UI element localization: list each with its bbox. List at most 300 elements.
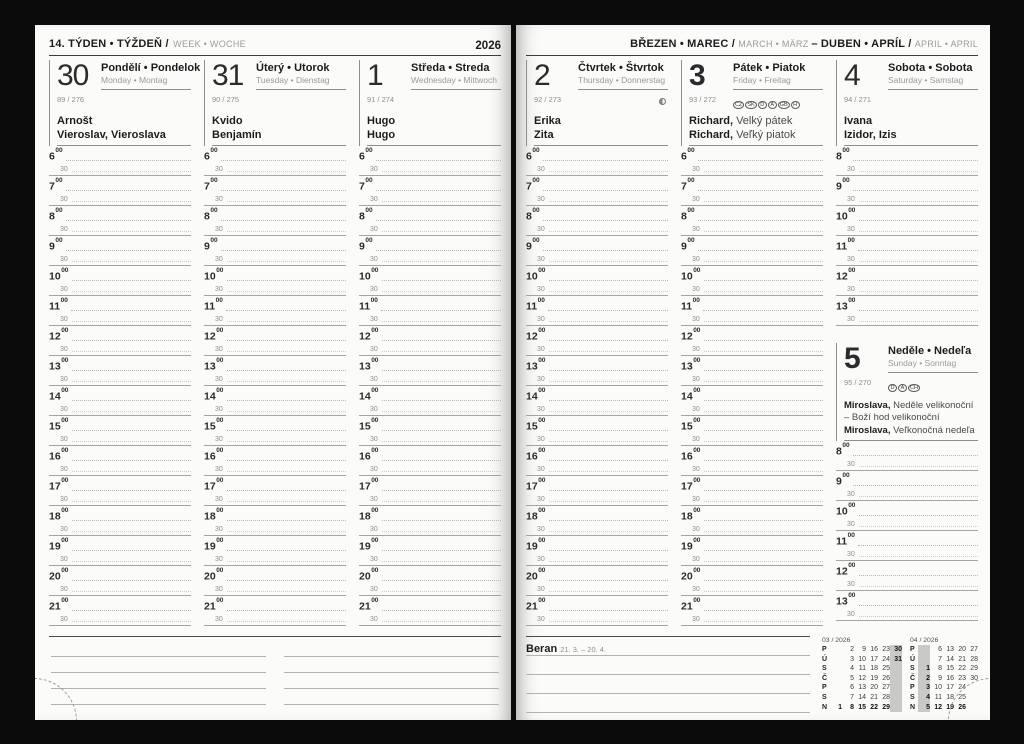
half-hour-line <box>382 591 501 592</box>
half-hour-line <box>227 621 346 622</box>
hour-line <box>549 460 668 461</box>
half-hour-line <box>704 561 823 562</box>
half-hour-line <box>859 556 978 557</box>
half-hour-line <box>72 231 191 232</box>
half-hour-label: 30 <box>847 166 855 173</box>
half-hour-label: 30 <box>60 256 68 263</box>
mini-calendar-row <box>822 683 902 693</box>
hour-label: $12^{00}$ <box>681 326 701 343</box>
half-hour-label: 30 <box>60 226 68 233</box>
right-page-header <box>526 33 978 52</box>
half-hour-label: 30 <box>692 616 700 623</box>
mini-calendar-cell: 17 <box>946 684 954 692</box>
mini-calendar-cell: 4 <box>850 665 854 673</box>
half-hour-line <box>859 496 978 497</box>
half-hour-line <box>859 171 978 172</box>
half-hour-label: 30 <box>847 316 855 323</box>
half-hour-line <box>227 201 346 202</box>
day-name-en-de: Monday • Montag <box>101 75 168 85</box>
half-hour-label: 30 <box>215 256 223 263</box>
hour-label: $20^{00}$ <box>204 566 224 583</box>
hour-slot <box>204 536 346 566</box>
hour-label: $18^{00}$ <box>526 506 546 523</box>
half-hour-label: 30 <box>60 436 68 443</box>
half-hour-line <box>704 351 823 352</box>
day-column <box>526 60 668 626</box>
half-hour-line <box>549 231 668 232</box>
hour-line <box>543 190 668 191</box>
half-hour-label: 30 <box>692 166 700 173</box>
hour-line <box>227 370 346 371</box>
hour-label: $21^{00}$ <box>359 596 379 613</box>
mini-calendar-cell: 14 <box>946 655 954 663</box>
half-hour-line <box>382 621 501 622</box>
half-hour-line <box>72 471 191 472</box>
mini-calendar-cell: 12 <box>858 674 866 682</box>
half-hour-line <box>382 471 501 472</box>
hour-line <box>71 310 191 311</box>
hour-slot <box>49 596 191 626</box>
hour-line <box>382 460 501 461</box>
half-hour-label: 30 <box>60 616 68 623</box>
hour-slot <box>204 266 346 296</box>
day-header <box>359 60 501 146</box>
day-name-en-de: Tuesday • Dienstag <box>256 75 330 85</box>
hour-label: $12^{00}$ <box>359 326 379 343</box>
country-oval-icon: GB <box>779 102 788 108</box>
mini-calendar-cell: 3 <box>918 683 930 693</box>
half-hour-line <box>382 261 501 262</box>
mini-calendar-title: 03 / 2026 <box>822 637 851 644</box>
hour-slot <box>359 356 501 386</box>
mini-calendar-cell: 3 <box>850 655 854 663</box>
notes-column <box>284 641 499 705</box>
half-hour-label: 30 <box>692 196 700 203</box>
hour-line <box>382 430 501 431</box>
mini-calendar-day-letter: P <box>822 684 827 692</box>
day-name-cz-sk: Čtvrtek • Štvrtok <box>578 62 664 74</box>
hour-label: $19^{00}$ <box>526 536 546 553</box>
hour-slot <box>526 506 668 536</box>
hour-label: $19^{00}$ <box>359 536 379 553</box>
hour-line <box>382 370 501 371</box>
half-hour-label: 30 <box>537 286 545 293</box>
hour-label: $9^{00}$ <box>49 236 63 253</box>
half-hour-line <box>859 321 978 322</box>
half-hour-label: 30 <box>537 316 545 323</box>
hour-slot <box>526 536 668 566</box>
hour-line <box>72 550 191 551</box>
half-hour-line <box>859 526 978 527</box>
note-line <box>51 673 266 689</box>
day-column <box>204 60 346 626</box>
hour-slot <box>526 206 668 236</box>
half-hour-line <box>549 531 668 532</box>
hour-line <box>853 190 978 191</box>
note-line <box>51 641 266 657</box>
half-hour-line <box>72 621 191 622</box>
hour-label: $12^{00}$ <box>526 326 546 343</box>
note-line <box>284 673 499 689</box>
half-hour-line <box>382 381 501 382</box>
hour-line <box>704 580 823 581</box>
mini-calendar-cell: 2 <box>918 674 930 684</box>
half-hour-line <box>227 261 346 262</box>
mini-calendar-day-letter: Č <box>822 674 828 682</box>
hour-slot <box>681 446 823 476</box>
mini-calendar-cell: 28 <box>882 693 890 701</box>
half-hour-line <box>704 411 823 412</box>
hour-label: $13^{00}$ <box>49 356 69 373</box>
hour-label: $11^{00}$ <box>836 531 855 548</box>
sunday-block <box>836 343 978 441</box>
right-bottom-area <box>526 636 978 713</box>
half-hour-line <box>72 591 191 592</box>
name-day <box>844 114 978 145</box>
hour-label: $18^{00}$ <box>49 506 69 523</box>
hour-slot <box>526 176 668 206</box>
mini-calendar-day-letter: Ú <box>910 655 916 663</box>
half-hour-label: 30 <box>692 496 700 503</box>
half-hour-line <box>227 471 346 472</box>
hour-slot <box>681 566 823 596</box>
half-hour-line <box>704 261 823 262</box>
mini-calendar-cell: 7 <box>850 693 854 701</box>
half-hour-line <box>549 621 668 622</box>
mini-calendar-row <box>910 674 978 684</box>
name-day-line: Richard, Veľký piatok <box>689 128 796 141</box>
hour-line <box>376 220 501 221</box>
hour-slot <box>836 176 978 206</box>
hour-slot <box>836 561 978 591</box>
hour-label: $20^{00}$ <box>526 566 546 583</box>
day-name-cz-sk: Neděle • Nedeľa <box>888 345 972 357</box>
mini-calendar-cell: 10 <box>934 684 942 692</box>
half-hour-line <box>227 441 346 442</box>
half-hour-line <box>382 561 501 562</box>
hour-slot <box>204 206 346 236</box>
name-day <box>212 114 346 145</box>
mini-calendar-cell: 21 <box>958 655 966 663</box>
hour-slot <box>526 416 668 446</box>
hour-slot <box>681 236 823 266</box>
hour-slot <box>526 446 668 476</box>
hour-line <box>66 160 191 161</box>
half-hour-label: 30 <box>537 256 545 263</box>
hour-slot <box>49 476 191 506</box>
mini-calendar-cell: 2 <box>850 646 854 653</box>
half-hour-line <box>227 381 346 382</box>
hour-label: $19^{00}$ <box>204 536 224 553</box>
hour-slot <box>49 176 191 206</box>
hour-line <box>549 400 668 401</box>
mini-calendar-row <box>822 703 902 713</box>
half-hour-label: 30 <box>60 346 68 353</box>
hour-label: $7^{00}$ <box>359 176 373 193</box>
half-hour-label: 30 <box>60 406 68 413</box>
hour-line <box>221 250 346 251</box>
hour-line <box>859 280 978 281</box>
half-hour-label: 30 <box>370 286 378 293</box>
half-hour-line <box>382 321 501 322</box>
half-hour-line <box>227 321 346 322</box>
hour-slot <box>681 476 823 506</box>
note-line <box>284 641 499 657</box>
hour-slot <box>204 506 346 536</box>
hour-line <box>549 280 668 281</box>
day-of-year: 89 / 276 <box>57 95 85 104</box>
hour-label: $9^{00}$ <box>359 236 373 253</box>
hour-label: $7^{00}$ <box>681 176 695 193</box>
half-hour-label: 30 <box>847 611 855 619</box>
hour-line <box>859 220 978 221</box>
hour-label: $10^{00}$ <box>204 266 224 283</box>
day-header-bottom-rule <box>57 145 191 146</box>
mini-calendar-day-letter: S <box>910 693 915 701</box>
name-day-line: Izidor, Izis <box>844 128 897 141</box>
half-hour-label: 30 <box>537 376 545 383</box>
day-column <box>359 60 501 626</box>
hour-slot <box>526 386 668 416</box>
hour-label: $13^{00}$ <box>836 591 856 608</box>
holiday-country-markers <box>888 373 978 394</box>
half-hour-line <box>549 171 668 172</box>
half-hour-line <box>859 201 978 202</box>
hour-label: $12^{00}$ <box>49 326 69 343</box>
day-of-year: 91 / 274 <box>367 95 395 104</box>
hour-line <box>382 280 501 281</box>
hour-line <box>66 190 191 191</box>
day-name-cz-sk: Pondělí • Pondelok <box>101 62 201 74</box>
mini-calendar-row <box>910 645 978 655</box>
day-column <box>49 59 201 626</box>
mini-calendar-cell: 25 <box>882 665 890 673</box>
mini-calendar-cell: 10 <box>858 655 866 663</box>
name-day-line: Zita <box>534 128 554 141</box>
half-hour-line <box>227 231 346 232</box>
half-hour-label: 30 <box>215 196 223 203</box>
mini-calendar-cell: 20 <box>870 684 878 692</box>
half-hour-line <box>549 441 668 442</box>
hour-label: $18^{00}$ <box>681 506 701 523</box>
hour-label: $16^{00}$ <box>681 446 701 463</box>
mini-calendar-cell: 13 <box>858 684 866 692</box>
hour-label: $15^{00}$ <box>526 416 546 433</box>
hour-label: $19^{00}$ <box>681 536 701 553</box>
hour-slot <box>681 356 823 386</box>
hour-line <box>704 550 823 551</box>
hour-label: $16^{00}$ <box>359 446 379 463</box>
hour-label: $13^{00}$ <box>526 356 546 373</box>
hour-label: $11^{00}$ <box>49 296 68 313</box>
half-hour-line <box>227 171 346 172</box>
hour-line <box>227 610 346 611</box>
hour-line <box>858 545 978 546</box>
mini-calendar-cell: 5 <box>850 674 854 682</box>
country-oval-icon: A <box>898 384 907 392</box>
day-header <box>526 60 668 146</box>
hour-line <box>704 340 823 341</box>
half-hour-line <box>859 586 978 587</box>
half-hour-label: 30 <box>215 526 223 533</box>
note-line <box>51 689 266 705</box>
half-hour-line <box>72 381 191 382</box>
half-hour-label: 30 <box>537 616 545 623</box>
mini-calendar-cell <box>890 664 902 674</box>
half-hour-label: 30 <box>215 346 223 353</box>
half-hour-label: 30 <box>692 226 700 233</box>
half-hour-label: 30 <box>215 316 223 323</box>
right-day-columns <box>526 60 978 626</box>
month-title-segment: BŘEZEN • MAREC / <box>630 38 739 50</box>
half-hour-label: 30 <box>847 226 855 233</box>
half-hour-label: 30 <box>370 226 378 233</box>
half-hour-label: 30 <box>370 616 378 623</box>
mini-calendar-cell <box>830 683 842 693</box>
date-number: 31 <box>212 59 244 92</box>
hour-line <box>549 370 668 371</box>
day-header-bottom-rule <box>844 440 978 441</box>
mini-calendar-cell <box>830 693 842 703</box>
hour-label: $10^{00}$ <box>526 266 546 283</box>
hour-label: $16^{00}$ <box>204 446 224 463</box>
country-oval-icon: CH <box>910 385 918 391</box>
hour-label: $16^{00}$ <box>49 446 69 463</box>
half-hour-label: 30 <box>692 376 700 383</box>
note-line <box>526 675 810 694</box>
hour-label: $18^{00}$ <box>204 506 224 523</box>
half-hour-label: 30 <box>370 256 378 263</box>
half-hour-line <box>549 561 668 562</box>
country-oval-icon: H <box>791 101 800 109</box>
half-hour-label: 30 <box>215 586 223 593</box>
mini-calendar-row <box>822 693 902 703</box>
hour-label: $8^{00}$ <box>204 206 218 223</box>
year-label: 2026 <box>475 40 501 52</box>
hour-line <box>221 160 346 161</box>
hour-line <box>382 580 501 581</box>
hour-label: $9^{00}$ <box>836 176 850 193</box>
half-hour-label: 30 <box>847 521 855 529</box>
hour-label: $15^{00}$ <box>681 416 701 433</box>
hour-slot <box>359 176 501 206</box>
hour-label: $15^{00}$ <box>204 416 224 433</box>
name-day-line: Ivana <box>844 114 873 127</box>
mini-calendar-cell <box>830 645 842 655</box>
half-hour-label: 30 <box>215 616 223 623</box>
half-hour-line <box>704 231 823 232</box>
half-hour-line <box>382 411 501 412</box>
hour-slot <box>681 596 823 626</box>
half-hour-line <box>704 291 823 292</box>
hour-label: $11^{00}$ <box>681 296 700 313</box>
left-page <box>35 25 511 720</box>
left-day-columns <box>49 60 501 626</box>
half-hour-label: 30 <box>537 496 545 503</box>
mini-calendar-cell: 6 <box>938 646 942 653</box>
hour-line <box>382 610 501 611</box>
half-hour-label: 30 <box>370 556 378 563</box>
hour-label: $8^{00}$ <box>681 206 695 223</box>
mini-calendar-cell: 5 <box>918 703 930 713</box>
half-hour-label: 30 <box>692 286 700 293</box>
half-hour-label: 30 <box>692 346 700 353</box>
hour-line <box>704 400 823 401</box>
moon-phase-icon <box>659 98 666 105</box>
half-hour-line <box>704 441 823 442</box>
mini-calendar-cell: 1 <box>838 703 842 711</box>
hour-slot <box>681 416 823 446</box>
name-day-line: Miroslava, Neděle velikonoční <box>844 400 974 411</box>
half-hour-label: 30 <box>847 581 855 589</box>
hour-line <box>382 400 501 401</box>
mini-calendar-row <box>910 655 978 665</box>
hour-line <box>72 490 191 491</box>
hour-line <box>704 520 823 521</box>
half-hour-line <box>382 441 501 442</box>
half-hour-line <box>72 501 191 502</box>
hour-slot <box>359 596 501 626</box>
half-hour-line <box>549 381 668 382</box>
mini-calendar-day-letter: Ú <box>822 655 828 663</box>
name-day <box>689 114 823 145</box>
hour-line <box>72 400 191 401</box>
day-column <box>836 60 978 626</box>
half-hour-label: 30 <box>370 526 378 533</box>
zodiac-name: Beran <box>526 643 558 655</box>
hour-line <box>72 340 191 341</box>
hour-label: $8^{00}$ <box>359 206 373 223</box>
half-hour-label: 30 <box>215 466 223 473</box>
hour-slot <box>359 236 501 266</box>
hour-line <box>72 460 191 461</box>
day-name-en-de: Friday • Freitag <box>733 75 791 85</box>
mini-calendar-day-letter: S <box>822 665 827 673</box>
hour-slot <box>49 356 191 386</box>
mini-calendar-cell: 8 <box>850 703 854 711</box>
hour-slot <box>836 206 978 236</box>
day-name-cz-sk: Pátek • Piatok <box>733 62 806 74</box>
mini-calendar-cell: 30 <box>890 645 902 655</box>
hour-slot <box>204 176 346 206</box>
day-header-rule <box>411 89 501 90</box>
half-hour-line <box>227 411 346 412</box>
half-hour-label: 30 <box>60 166 68 173</box>
hour-line <box>221 190 346 191</box>
date-number: 2 <box>534 59 550 92</box>
hour-line <box>543 220 668 221</box>
name-day <box>844 400 978 440</box>
half-hour-line <box>549 351 668 352</box>
name-day-line: Hugo <box>367 128 396 141</box>
half-hour-line <box>549 261 668 262</box>
half-hour-label: 30 <box>537 586 545 593</box>
half-hour-label: 30 <box>60 376 68 383</box>
zodiac-date-range: 21. 3. – 20. 4. <box>560 645 607 654</box>
day-name-en-de: Thursday • Donnerstag <box>578 75 666 85</box>
hour-label: $17^{00}$ <box>526 476 546 493</box>
hour-slot <box>49 326 191 356</box>
half-hour-label: 30 <box>215 166 223 173</box>
hour-line <box>376 250 501 251</box>
hour-label: $9^{00}$ <box>526 236 540 253</box>
hour-slot <box>526 296 668 326</box>
hour-line <box>66 220 191 221</box>
hour-slot <box>526 356 668 386</box>
half-hour-line <box>227 531 346 532</box>
hour-label: $9^{00}$ <box>836 471 850 488</box>
hour-line <box>72 610 191 611</box>
